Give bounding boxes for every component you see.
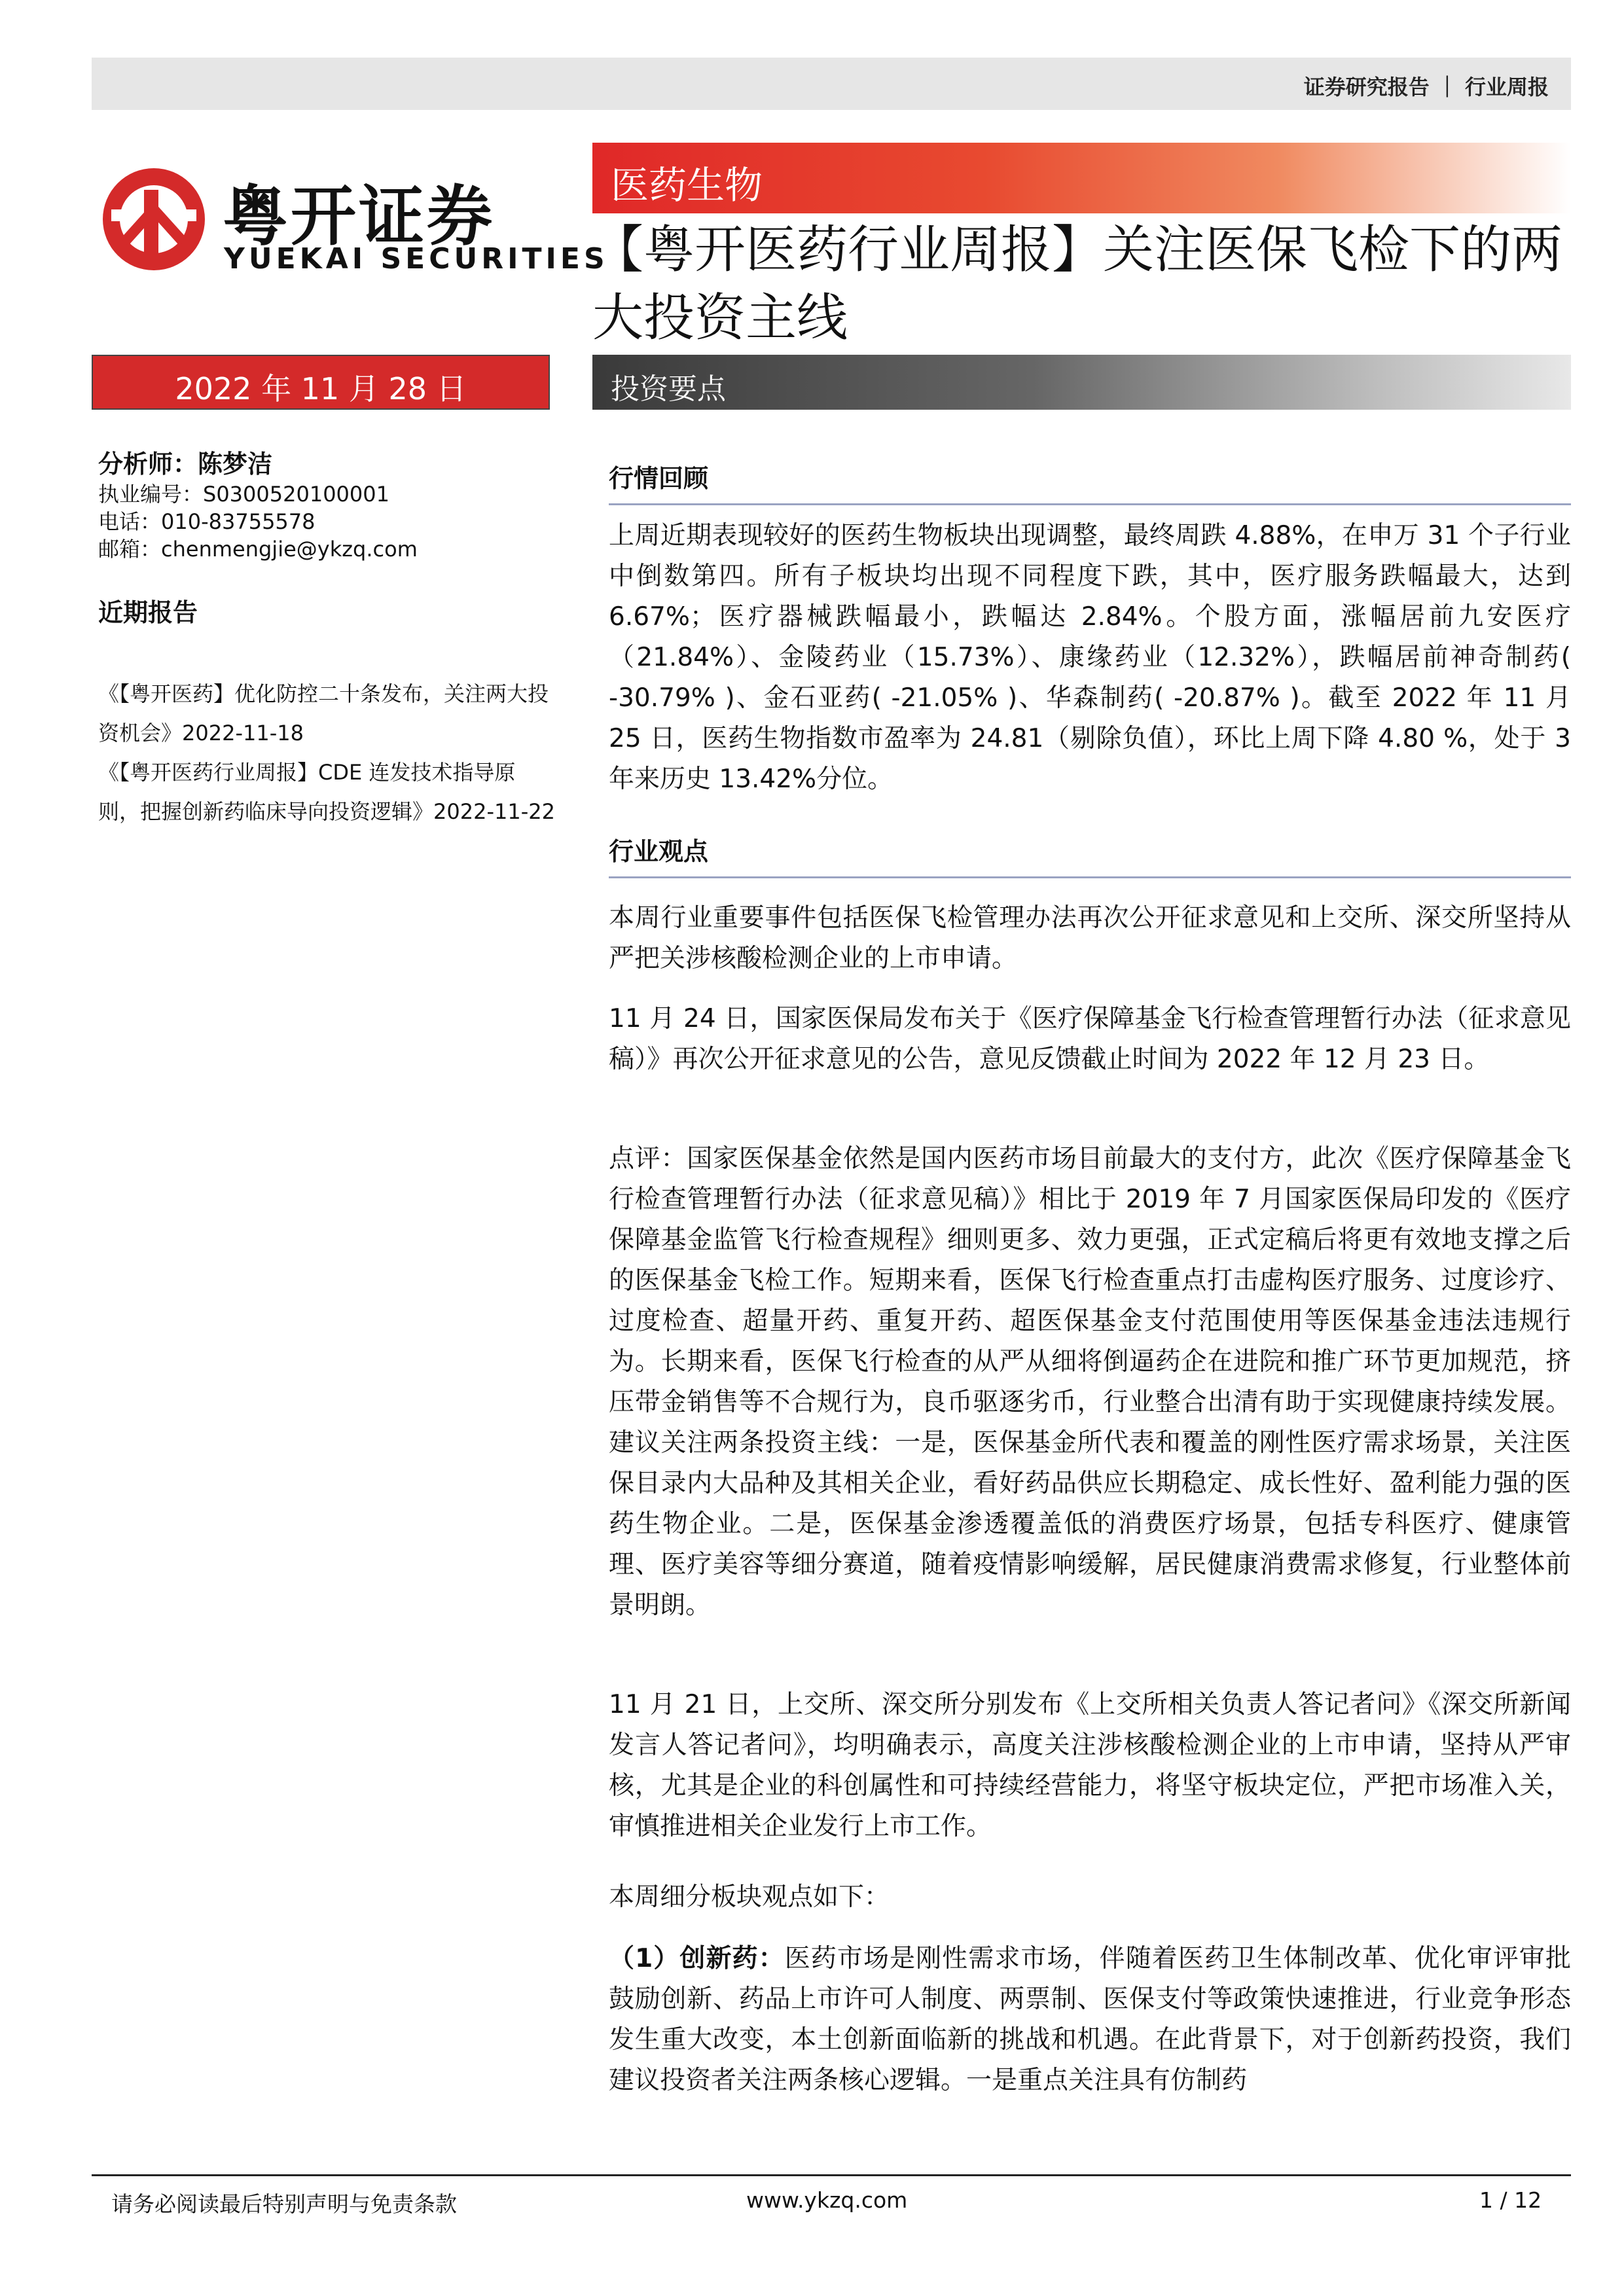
footer-website[interactable]: www.ykzq.com [746, 2187, 908, 2213]
report-date: 2022 年 11 月 28 日 [175, 371, 467, 406]
sector-banner [592, 143, 1571, 213]
innovative-drug-label: （1）创新药： [609, 1944, 785, 1973]
yuekai-emblem-icon [98, 164, 209, 275]
view-paragraph-4: 11 月 21 日，上交所、深交所分别发布《上交所相关负责人答记者问》《深交所新闻发言人答记者问》，均明确表示，高度关注涉核酸检测企业的上市申请，坚持从严审核，尤其是企业的科创属性和可持续经营能力，将坚守板块定位，严把市场准入关，审慎推进相关企业发行上市工作。 [609, 1690, 1571, 1841]
invest-points-label: 投资要点 [611, 372, 726, 406]
section-heading-review: 行情回顾 [609, 458, 1571, 505]
report-header-bar [92, 58, 1571, 110]
view-paragraph-3: 点评：国家医保基金依然是国内医药市场目前最大的支付方，此次《医疗保障基金飞行检查管理暂行办法（征求意见稿）》相比于 2019 年 7 月国家医保局印发的《医疗保障基金监管飞行检查规程》细则更多、效力更强，正式定稿后将更有效地支撑之后的医保基金飞检工作。短期来看，医保飞行检查重点打击虚构医疗服务、过度诊疗、过度检查、超量开药、重复开药、超医保基金支付范围使用等医保基金违法违规行为。长期来看，医保飞行检查的从严从细将倒逼药企在进院和推广环节更加规范，挤压带金销售等不合规行为，良币驱逐劣币，行业整合出清有助于实现健康持续发展。建议关注两条投资主线：一是，医保基金所代表和覆盖的刚性医疗需求场景，关注医保目录内大品种及其相关企业，看好药品供应长期稳定、成长性好、盈利能力强的医药生物企业。二是，医保基金渗透覆盖低的消费医疗场景，包括专科医疗、健康管理、医疗美容等细分赛道，随着疫情影响缓解，居民健康消费需求修复，行业整体前景明朗。 [609, 1144, 1571, 1620]
report-date-box [92, 355, 550, 410]
footer-page-number: 1 / 12 [1479, 2187, 1542, 2213]
innovative-drug-text: 医药市场是刚性需求市场，伴随着医药卫生体制改革、优化审评审批鼓励创新、药品上市许可人制度、两票制、医保支付等政策快速推进，行业竞争形态发生重大改变，本土创新面临新的挑战和机遇。在此背景下，对于创新药投资，我们建议投资者关注两条核心逻辑。一是重点关注具有仿制药 [609, 1944, 1571, 2095]
report-title: 【粤开医药行业周报】关注医保飞检下的两大投资主线 [592, 221, 1563, 348]
view-paragraph-5: 本周细分板块观点如下： [609, 1882, 890, 1912]
recent-reports-heading: 近期报告 [98, 598, 198, 627]
analyst-name: 分析师：陈梦洁 [98, 450, 273, 478]
review-paragraph: 上周近期表现较好的医药生物板块出现调整，最终周跌 4.88%，在申万 31 个子行业中倒数第四。所有子板块均出现不同程度下跌，其中，医疗服务跌幅最大，达到 6.67%；医疗器械跌幅最小，跌幅达 2.84%。个股方面，涨幅居前九安医疗（21.84%）、金陵药业（15.73%）、康缘药业（12.32%），跌幅居前神奇制药( -30.79% )、金石亚药( -21.05% )、华森制药( -20.87% )。截至 2022 年 11 月 25 日，医药生物指数市盈率为 24.81（剔除负值），环比上周下降 4.80 %，处于 3 年来历史 13.42%分位。 [609, 521, 1571, 794]
footer-divider [92, 2174, 1571, 2176]
view-paragraph-1: 本周行业重要事件包括医保飞检管理办法再次公开征求意见和上交所、深交所坚持从严把关涉核酸检测企业的上市申请。 [609, 903, 1571, 973]
view-paragraph-2: 11 月 24 日，国家医保局发布关于《医疗保障基金飞行检查管理暂行办法（征求意见稿）》再次公开征求意见的公告，意见反馈截止时间为 2022 年 12 月 23 日。 [609, 1004, 1571, 1074]
logo-name-en: YUEKAI SECURITIES [224, 242, 609, 276]
report-type-label: 证券研究报告 ｜ 行业周报 [1303, 75, 1549, 99]
view-paragraph-6 [609, 1939, 1571, 2101]
section-heading-view: 行业观点 [609, 831, 1571, 878]
footer-disclaimer: 请务必阅读最后特别声明与免责条款 [111, 2191, 457, 2217]
analyst-phone: 电话：010-83755578 [98, 509, 316, 534]
invest-points-bar [592, 355, 1571, 410]
recent-report-item[interactable]: 《【粤开医药】优化防控二十条发布，关注两大投资机会》2022-11-18 [98, 681, 549, 745]
logo-name-cn: 粤开证券 [223, 178, 495, 255]
sector-label: 医药生物 [611, 163, 763, 207]
company-logo [98, 164, 609, 281]
recent-report-item[interactable]: 《【粤开医药行业周报】CDE 连发技术指导原则，把握创新药临床导向投资逻辑》2022-11-22 [98, 760, 555, 824]
analyst-license: 执业编号：S0300520100001 [98, 482, 389, 507]
analyst-email: 邮箱：chenmengjie@ykzq.com [98, 537, 418, 562]
